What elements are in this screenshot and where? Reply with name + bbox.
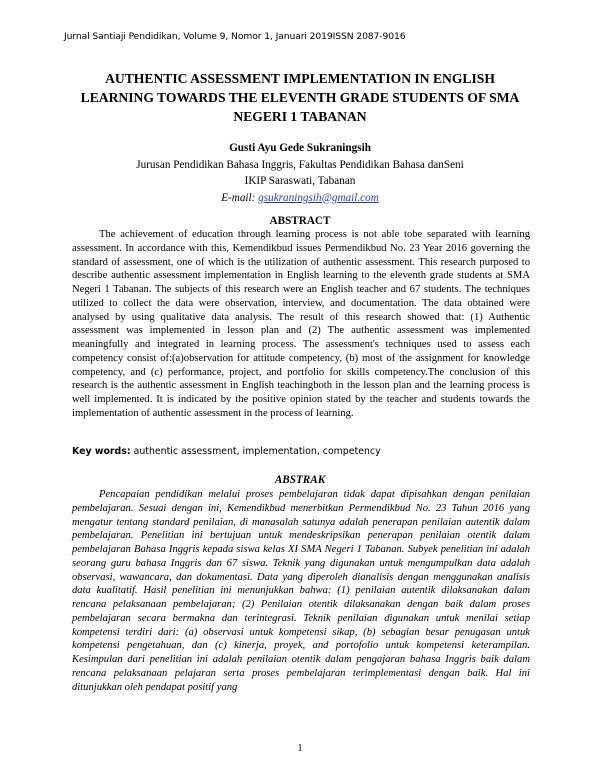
author-affiliation-line1: Jurusan Pendidikan Bahasa Inggris, Fakultas Pendidikan Bahasa danSeni — [136, 158, 464, 171]
abstract-body: The achievement of education through learning process is not able tobe separated with learning assessment. In accordance with this, Kemendikbud issues Permendikbud No. 23 Year 2016 governing the standard of assessment, one of which is the utilization of authentic assessment. This research purposed to describe authentic assessment implementation in English learning to the eleventh grade students at SMA Negeri 1 Tabanan. The subjects of this research were an English teacher and 67 students. The techniques utilized to collect the data were observation, interview, and documentation. The data obtained were analysed by using qualitative data analysis. The result of this research showed that: (1) Authentic assessment was implemented in lesson plan and (2) The authentic assessment was implemented meaningfully and integrated in learning process. The assessment's techniques used to assess each competency consist of:(a)observation for attitude competency, (b) most of the assignment for knowledge competency, and (c) performance, project, and portfolio for skills competency.The conclusion of this research is the authentic assessment in English teachingboth in the lesson plan and the learning process is well implemented. It is indicated by the positive opinion stated by the teacher and students towards the implementation of authentic assessment in the process of learning. — [72, 229, 530, 419]
author-block — [0, 140, 600, 206]
keywords-label: Key words: — [72, 446, 131, 457]
abstrak-heading: ABSTRAK — [274, 474, 326, 486]
author-affiliation-line2: IKIP Saraswati, Tabanan — [244, 175, 356, 187]
abstract-heading: ABSTRACT — [269, 215, 331, 227]
keywords-line — [72, 446, 381, 457]
email-label: E-mail: — [221, 191, 259, 204]
email-link[interactable]: gsukraningsih@gmail.com — [258, 191, 379, 204]
author-email-line — [0, 190, 600, 207]
page-number: 1 — [297, 743, 303, 754]
keywords-value: authentic assessment, implementation, competency — [130, 446, 381, 457]
abstrak-body: Pencapaian pendidikan melalui proses pembelajaran tidak dapat dipisahkan dengan penilaian pembelajaran. Sesuai dengan ini, Kemendikbud menerbitkan Permendikbud No. 23 Tahun 2016 yang mengatur tentang standard penilaian, di manasalah satunya adalah penerapan penilaian autentik dalam pembelajaran. Penelitian ini bertujuan untuk mendeskripsikan penerapan penilaian otentik dalam pembelajaran Bahasa Inggris kepada siswa kelas XI SMA Negeri 1 Tabanan. Subyek penelitian ini adalah seorang guru bahasa Inggris dan 67 siswa. Teknik yang digunakan untuk mengumpulkan data adalah observasi, wawancara, dan dokumentasi. Data yang diperoleh dianalisis dengan menggunakan analisis data kualitatif. Hasil penelitian ini menunjukkan bahwa: (1) penilaian autentik dilaksanakan dalam rencana pelaksanaan pembelajaran; (2) Penilaian otentik dilaksanakan dengan baik dalam proses pembelajaran secara bermakna dan terintegrasi. Teknik penilaian digunakan untuk menilai setiap kompetensi terdiri dari: (a) observasi untuk kompetensi sikap, (b) sebagian besar penugasan untuk kompetensi pengetahuan, dan (c) kinerja, proyek, and portofolio untuk kompetensi keterampilan. Kesimpulan dari penelitian ini adalah penilaian otentik dalam pengajaran bahasa Inggris baik dalam rencana pelaksanaan pelajaran serta proses pembelajaran terimplementasi dengan baik. Hal ini ditunjukkan oleh pendapat positif yang — [72, 489, 530, 693]
journal-header: Jurnal Santiaji Pendidikan, Volume 9, Nomor 1, Januari 2019ISSN 2087-9016 — [64, 31, 406, 42]
author-name: Gusti Ayu Gede Sukraningsih — [229, 142, 371, 154]
paper-title: AUTHENTIC ASSESSMENT IMPLEMENTATION IN ENGLISH LEARNING TOWARDS THE ELEVENTH GRADE STUDENTS OF SMA NEGERI 1 TABANAN — [80, 71, 520, 124]
